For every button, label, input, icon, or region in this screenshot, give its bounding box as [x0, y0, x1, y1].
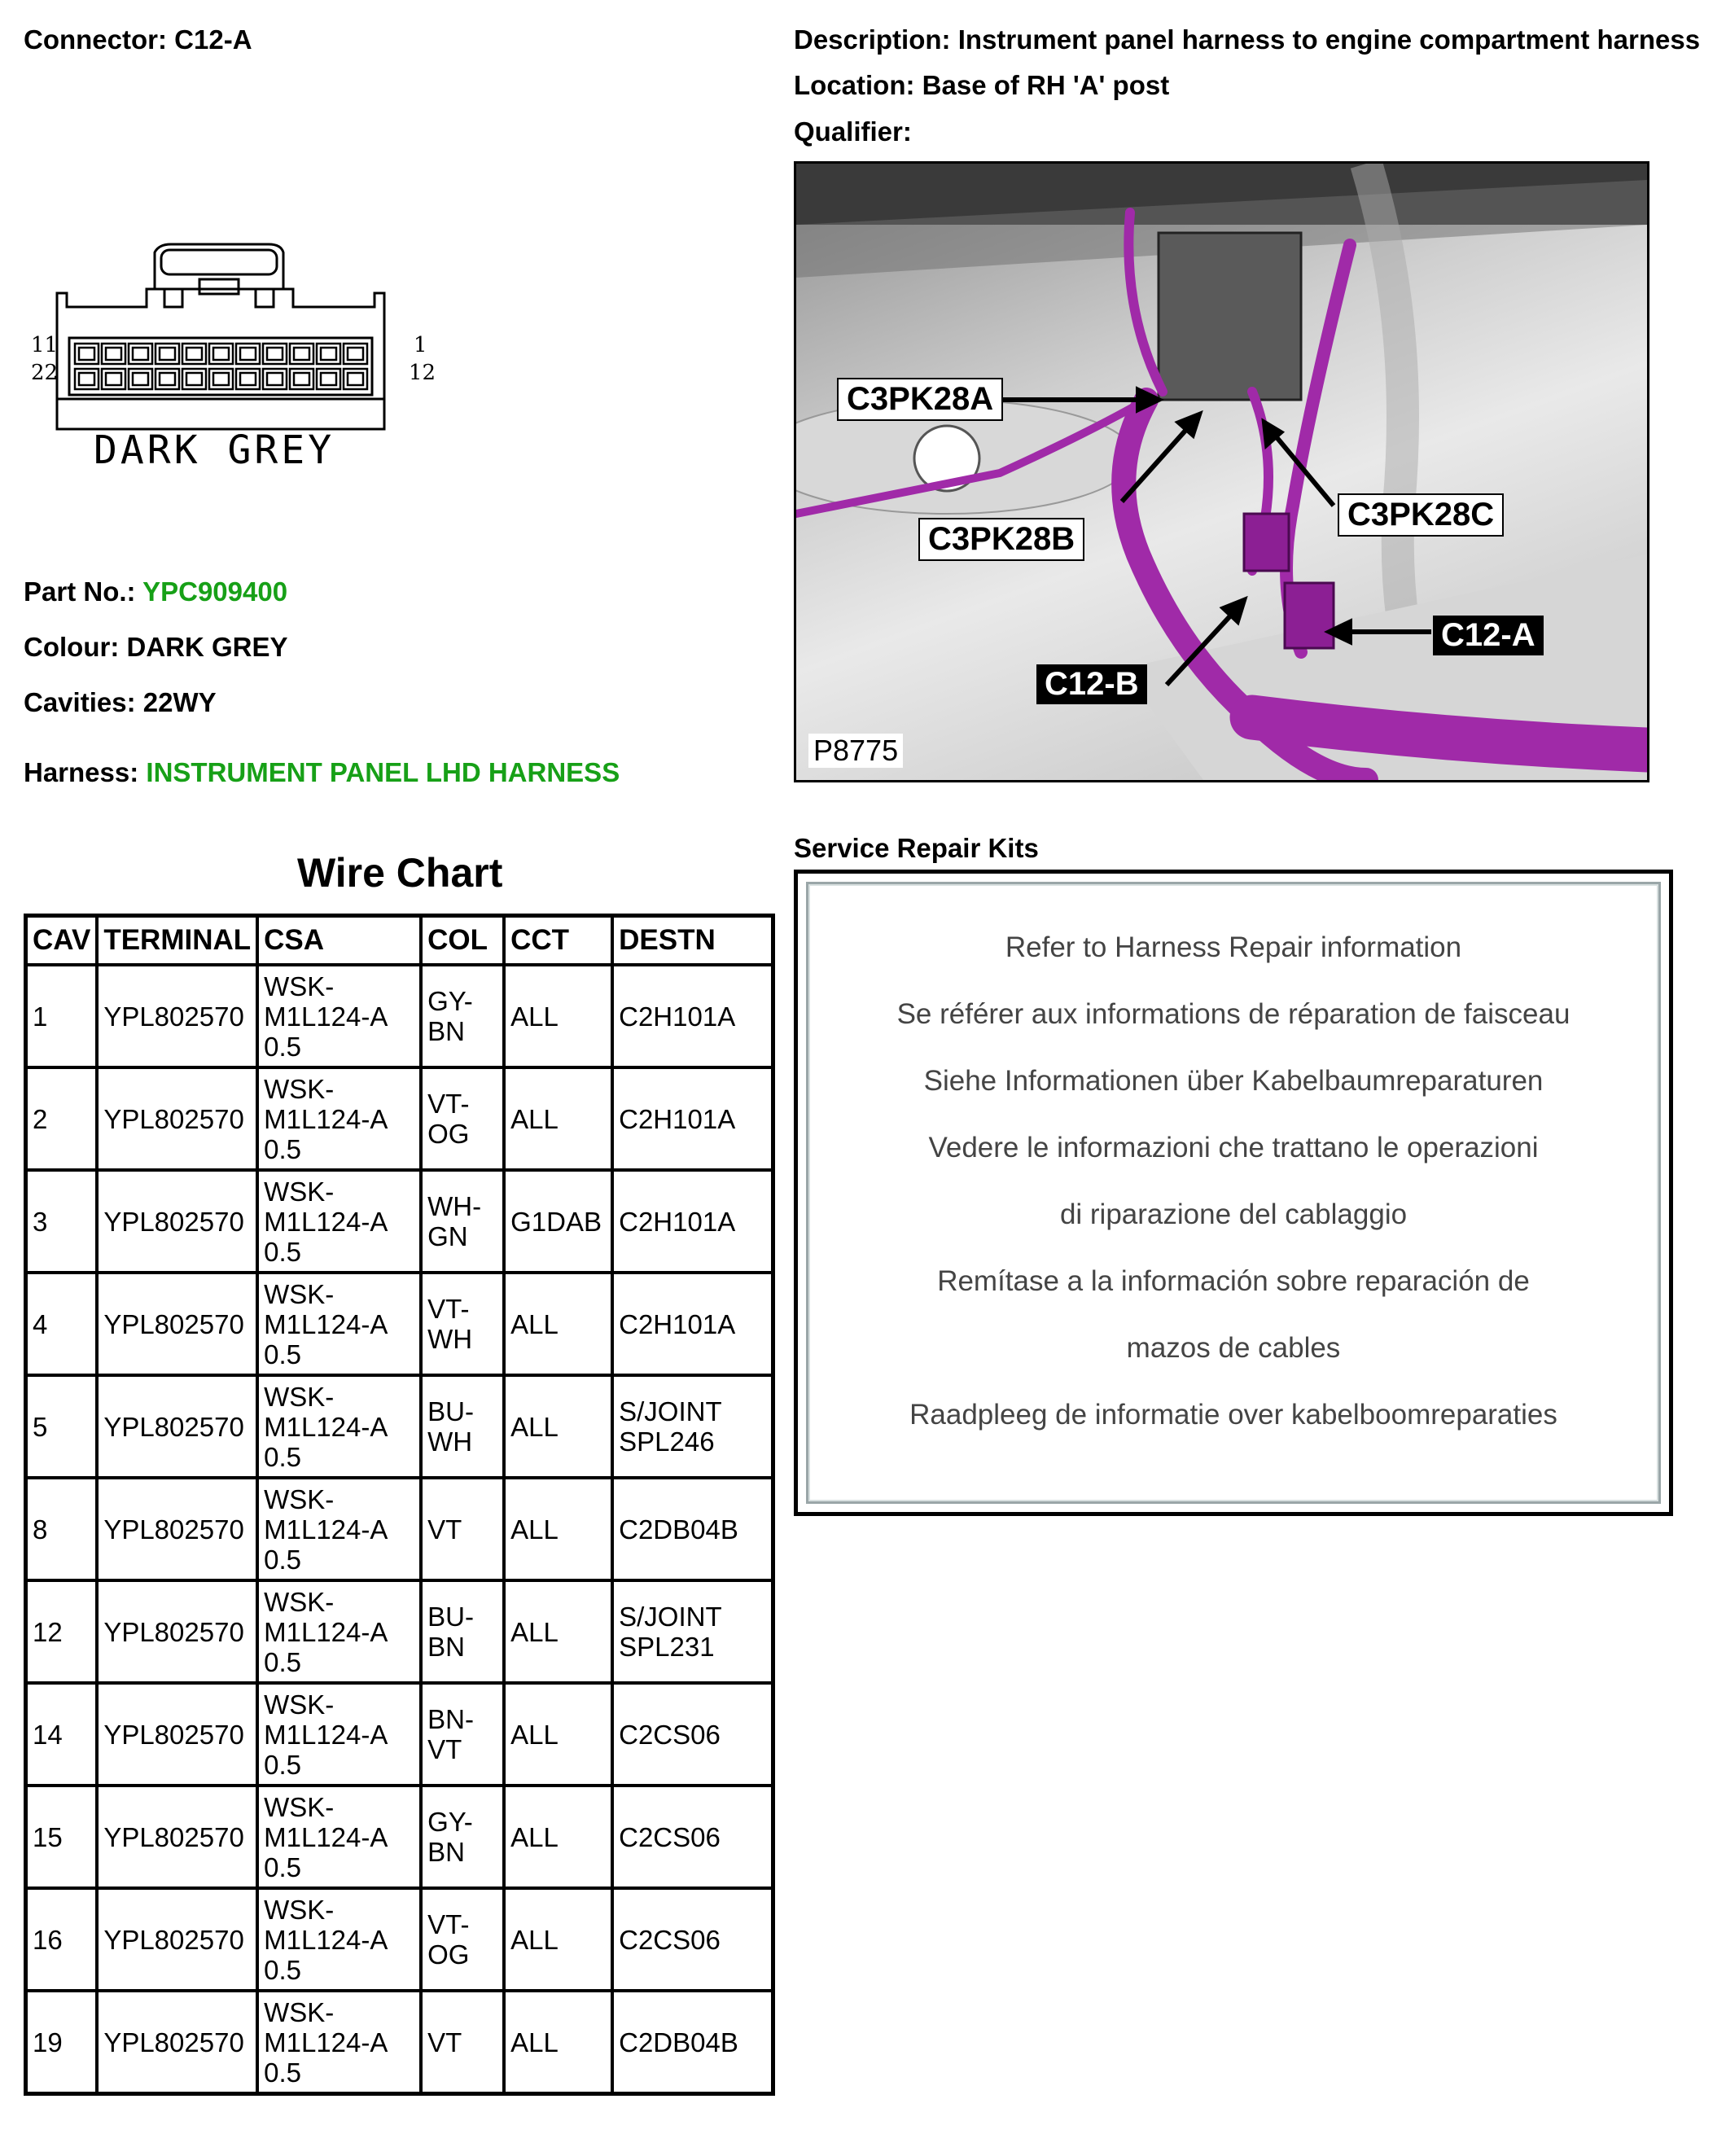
connector-cavity-inner — [267, 348, 283, 360]
repair-info-line: Remítase a la información sobre reparación de — [937, 1265, 1530, 1297]
description-label: Description: — [794, 24, 951, 55]
cell-terminal: YPL802570 — [97, 1170, 257, 1273]
connector-cavity-inner — [348, 348, 363, 360]
table-row — [26, 1170, 773, 1273]
part-no-label: Part No.: — [24, 576, 136, 607]
cell-cct: ALL — [504, 1580, 612, 1683]
cell-csa: WSK- M1L124-A 0.5 — [257, 1786, 421, 1888]
cell-cav: 5 — [26, 1375, 98, 1478]
col-header-col: COL — [421, 916, 504, 966]
repair-info-line: Raadpleeg de informatie over kabelboomreparaties — [909, 1399, 1557, 1431]
cell-terminal: YPL802570 — [97, 1375, 257, 1478]
callout-c12-b: C12-B — [1036, 664, 1147, 704]
location-photo — [794, 161, 1649, 782]
cell-destn: C2CS06 — [612, 1786, 773, 1888]
harness-line — [24, 757, 620, 788]
harness-label: Harness: — [24, 757, 139, 787]
cell-destn: C2CS06 — [612, 1888, 773, 1991]
connector-cavity-inner — [106, 348, 121, 360]
cell-terminal: YPL802570 — [97, 1580, 257, 1683]
wire-chart-table — [24, 914, 775, 2096]
cavities-value: 22WY — [142, 687, 217, 717]
cell-cct: ALL — [504, 1067, 612, 1170]
cell-cav: 15 — [26, 1786, 98, 1888]
cell-destn: C2H101A — [612, 965, 773, 1067]
connector-face-diagram — [24, 240, 448, 484]
cell-destn: C2H101A — [612, 1170, 773, 1273]
harness-value[interactable]: INSTRUMENT PANEL LHD HARNESS — [146, 757, 620, 787]
table-row — [26, 1273, 773, 1375]
connector-cavity-inner — [321, 373, 336, 385]
colour-line — [24, 632, 288, 663]
connector-cavity-inner — [240, 373, 256, 385]
connector-cavity-inner — [133, 373, 148, 385]
col-header-terminal: TERMINAL — [97, 916, 257, 966]
cell-cct: ALL — [504, 965, 612, 1067]
location-label: Location: — [794, 70, 915, 100]
cell-terminal: YPL802570 — [97, 1888, 257, 1991]
cell-destn: C2CS06 — [612, 1683, 773, 1786]
cell-col: VT- WH — [421, 1273, 504, 1375]
cell-cct: ALL — [504, 1786, 612, 1888]
qualifier-line — [794, 116, 912, 147]
repair-info-line: Refer to Harness Repair information — [1005, 931, 1462, 963]
cell-cct: ALL — [504, 1273, 612, 1375]
service-repair-kits-inner — [806, 882, 1661, 1504]
cell-col: GY- BN — [421, 965, 504, 1067]
cell-cav: 3 — [26, 1170, 98, 1273]
cell-col: GY- BN — [421, 1786, 504, 1888]
col-header-cct: CCT — [504, 916, 612, 966]
cell-destn: C2H101A — [612, 1273, 773, 1375]
connector-cavity-inner — [79, 348, 94, 360]
table-row — [26, 1580, 773, 1683]
colour-value: DARK GREY — [126, 632, 288, 662]
col-header-cav: CAV — [26, 916, 98, 966]
wire-chart-header-row — [26, 916, 773, 966]
cell-cav: 14 — [26, 1683, 98, 1786]
col-header-destn: DESTN — [612, 916, 773, 966]
connector-cavity-inner — [267, 373, 283, 385]
description-value: Instrument panel harness to engine compartment harness — [957, 24, 1701, 55]
pin-label-22: 22 — [31, 361, 59, 385]
cell-cct: ALL — [504, 1888, 612, 1991]
connector-cavity-inner — [294, 348, 309, 360]
cell-cav: 16 — [26, 1888, 98, 1991]
cell-cav: 1 — [26, 965, 98, 1067]
cell-col: VT- OG — [421, 1888, 504, 1991]
callout-c3pk28a: C3PK28A — [837, 378, 1003, 421]
cavities-label: Cavities: — [24, 687, 136, 717]
cell-csa: WSK- M1L124-A 0.5 — [257, 1067, 421, 1170]
cell-terminal: YPL802570 — [97, 1067, 257, 1170]
connector-cavity-inner — [240, 348, 256, 360]
connector-line — [24, 24, 252, 55]
cell-destn: S/JOINT SPL246 — [612, 1375, 773, 1478]
part-no-line — [24, 576, 287, 607]
cell-csa: WSK- M1L124-A 0.5 — [257, 1170, 421, 1273]
table-row — [26, 965, 773, 1067]
connector-label: Connector: — [24, 24, 167, 55]
repair-info-line: Siehe Informationen über Kabelbaumreparaturen — [923, 1065, 1544, 1097]
cell-csa: WSK- M1L124-A 0.5 — [257, 1273, 421, 1375]
connector-cavity-inner — [213, 373, 229, 385]
cell-csa: WSK- M1L124-A 0.5 — [257, 1580, 421, 1683]
connector-cavity-inner — [133, 348, 148, 360]
connector-cavity-inner — [294, 373, 309, 385]
table-row — [26, 1375, 773, 1478]
cell-cav: 4 — [26, 1273, 98, 1375]
cell-col: VT- OG — [421, 1067, 504, 1170]
cell-cct: ALL — [504, 1375, 612, 1478]
cell-cct: ALL — [504, 1991, 612, 2094]
connector-cavity-inner — [348, 373, 363, 385]
connector-cavity-inner — [186, 348, 202, 360]
table-row — [26, 1683, 773, 1786]
cell-destn: C2H101A — [612, 1067, 773, 1170]
connector-cavity-inner — [160, 348, 175, 360]
callout-c3pk28c: C3PK28C — [1338, 493, 1504, 537]
connector-cavity-inner — [106, 373, 121, 385]
pin-label-11: 11 — [31, 333, 59, 357]
connector-cavity-inner — [160, 373, 175, 385]
cell-col: WH- GN — [421, 1170, 504, 1273]
colour-label: Colour: — [24, 632, 120, 662]
cell-col: VT — [421, 1991, 504, 2094]
pin-label-1: 1 — [414, 333, 427, 357]
cell-cct: ALL — [504, 1683, 612, 1786]
repair-info-line: Vedere le informazioni che trattano le operazioni — [928, 1132, 1539, 1163]
cell-csa: WSK- M1L124-A 0.5 — [257, 1888, 421, 1991]
cell-cct: G1DAB — [504, 1170, 612, 1273]
repair-info-line: di riparazione del cablaggio — [1059, 1199, 1408, 1230]
cell-csa: WSK- M1L124-A 0.5 — [257, 1478, 421, 1580]
cell-terminal: YPL802570 — [97, 1683, 257, 1786]
connector-cavity-inner — [186, 373, 202, 385]
photo-code: P8775 — [808, 734, 903, 768]
cell-cav: 12 — [26, 1580, 98, 1683]
connector-cavity-inner — [321, 348, 336, 360]
table-row — [26, 1478, 773, 1580]
connector-cavity-inner — [213, 348, 229, 360]
repair-info-line: Se référer aux informations de réparation de faisceau — [896, 998, 1570, 1030]
connector-cavity-inner — [79, 373, 94, 385]
cell-cav: 8 — [26, 1478, 98, 1580]
repair-info-line: mazos de cables — [1126, 1332, 1341, 1364]
cell-destn: C2DB04B — [612, 1991, 773, 2094]
cell-csa: WSK- M1L124-A 0.5 — [257, 965, 421, 1067]
cavities-line — [24, 687, 217, 718]
cell-col: BU- WH — [421, 1375, 504, 1478]
pin-label-12: 12 — [409, 361, 436, 385]
cell-terminal: YPL802570 — [97, 1991, 257, 2094]
wire-chart-title: Wire Chart — [297, 850, 503, 896]
qualifier-label: Qualifier: — [794, 116, 912, 147]
connector-value: C12-A — [174, 24, 252, 55]
table-row — [26, 1888, 773, 1991]
cell-terminal: YPL802570 — [97, 1786, 257, 1888]
cell-col: BU- BN — [421, 1580, 504, 1683]
col-header-csa: CSA — [257, 916, 421, 966]
part-no-value[interactable]: YPC909400 — [142, 576, 288, 607]
cell-col: VT — [421, 1478, 504, 1580]
cell-terminal: YPL802570 — [97, 1478, 257, 1580]
cell-destn: C2DB04B — [612, 1478, 773, 1580]
connector-colour-text: DARK GREY — [94, 427, 335, 473]
callout-c3pk28b: C3PK28B — [918, 518, 1084, 561]
callout-c12-a: C12-A — [1433, 616, 1544, 655]
cell-cav: 2 — [26, 1067, 98, 1170]
cell-cct: ALL — [504, 1478, 612, 1580]
cell-csa: WSK- M1L124-A 0.5 — [257, 1375, 421, 1478]
table-row — [26, 1067, 773, 1170]
description-line — [794, 24, 1700, 55]
cell-col: BN- VT — [421, 1683, 504, 1786]
cell-terminal: YPL802570 — [97, 965, 257, 1067]
service-repair-kits-title: Service Repair Kits — [794, 833, 1039, 863]
service-repair-kits-box — [794, 870, 1673, 1516]
table-row — [26, 1991, 773, 2094]
location-line — [794, 70, 1169, 101]
cell-csa: WSK- M1L124-A 0.5 — [257, 1991, 421, 2094]
harness-illustration — [796, 164, 1647, 780]
cell-csa: WSK- M1L124-A 0.5 — [257, 1683, 421, 1786]
cell-cav: 19 — [26, 1991, 98, 2094]
cell-terminal: YPL802570 — [97, 1273, 257, 1375]
cell-destn: S/JOINT SPL231 — [612, 1580, 773, 1683]
location-value: Base of RH 'A' post — [922, 70, 1170, 100]
table-row — [26, 1786, 773, 1888]
